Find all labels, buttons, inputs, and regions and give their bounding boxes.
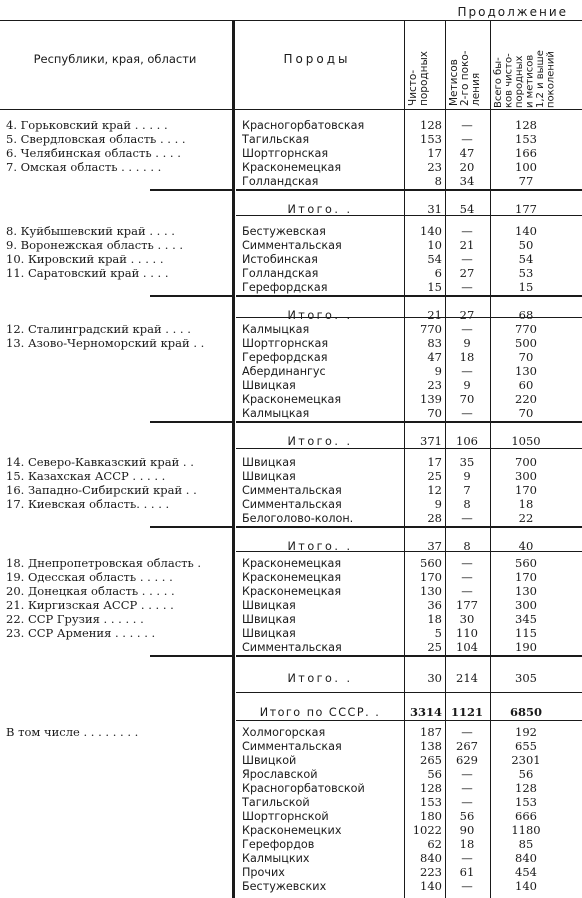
breed-cell: Симментальская (242, 498, 342, 511)
purebred-cell: 70 (427, 406, 442, 420)
purebred-cell: 223 (420, 865, 442, 879)
breed-cell: Тагильской (242, 796, 310, 809)
purebred-cell: 128 (420, 781, 442, 795)
total-cell: 15 (518, 280, 534, 294)
table-row (0, 740, 582, 754)
total-cell: 666 (515, 809, 537, 823)
table-row (0, 161, 582, 175)
region-group-rule (150, 526, 232, 528)
group-rule (236, 295, 582, 297)
purebred-cell: 840 (420, 851, 442, 865)
breed-cell: Голландская (242, 175, 319, 188)
total-cell: 1180 (511, 823, 541, 837)
header-bottom-rule (0, 109, 582, 110)
purebred-cell: 265 (420, 753, 442, 767)
table-row (0, 407, 582, 421)
mixed-cell: — (461, 511, 473, 525)
mixed-cell: — (461, 556, 473, 570)
breed-cell: Итого. . (287, 203, 353, 216)
region-cell: 10. Кировский край . . . . . (6, 253, 164, 266)
region-cell: 15. Казахская АССР . . . . . (6, 470, 166, 483)
breed-cell: Ярославской (242, 768, 318, 781)
purebred-cell: 47 (427, 350, 442, 364)
purebred-cell: 56 (427, 767, 442, 781)
breed-cell: Итого. . (287, 672, 353, 685)
purebred-cell: 28 (427, 511, 442, 525)
total-cell: 560 (515, 556, 537, 570)
table-row (0, 281, 582, 295)
total-cell: 177 (515, 202, 537, 216)
total-cell: 192 (515, 725, 537, 739)
purebred-cell: 153 (420, 132, 442, 146)
mixed-cell: 90 (459, 823, 475, 837)
total-cell: 700 (515, 455, 537, 469)
region-group-rule (150, 655, 232, 657)
region-cell: 12. Сталинградский край . . . . (6, 323, 191, 336)
purebred-cell: 12 (427, 483, 442, 497)
mixed-cell: 110 (456, 626, 478, 640)
table-row (0, 627, 582, 641)
region-cell: 16. Западно-Сибирский край . . (6, 484, 197, 497)
table-row (0, 557, 582, 571)
breed-cell: Тагильская (242, 133, 310, 146)
total-cell: 500 (515, 336, 537, 350)
breed-cell: Красконемецкая (242, 557, 342, 570)
mixed-cell: 27 (459, 266, 475, 280)
subtotal-row (0, 540, 582, 554)
subtotal-row (0, 435, 582, 449)
table-row (0, 323, 582, 337)
mixed-cell: — (461, 252, 473, 266)
total-cell: 840 (515, 851, 537, 865)
mixed-cell: — (461, 795, 473, 809)
breed-cell: Швицкая (242, 456, 296, 469)
table-row (0, 147, 582, 161)
table-row (0, 393, 582, 407)
group-rule (236, 655, 582, 657)
mixed-cell: 177 (456, 598, 478, 612)
breed-cell: Швицкая (242, 627, 296, 640)
mixed-cell: 106 (456, 434, 478, 448)
mixed-cell: 70 (459, 392, 475, 406)
group-rule (236, 421, 582, 423)
total-cell: 53 (518, 266, 534, 280)
purebred-cell: 187 (420, 725, 442, 739)
purebred-cell: 15 (427, 280, 442, 294)
region-group-rule (150, 421, 232, 423)
table-row (0, 754, 582, 768)
breed-cell: Красконемецкая (242, 393, 342, 406)
region-cell: 23. ССР Армения . . . . . . (6, 627, 156, 640)
breed-cell: Симментальская (242, 641, 342, 654)
purebred-cell: 9 (434, 497, 442, 511)
purebred-cell: 5 (434, 626, 442, 640)
group-rule (236, 720, 582, 721)
mixed-cell: 18 (459, 837, 475, 851)
table-row (0, 365, 582, 379)
breed-cell: Красконемецкая (242, 161, 342, 174)
table-row (0, 599, 582, 613)
purebred-cell: 140 (420, 224, 442, 238)
breed-cell: Герефордов (242, 838, 315, 851)
purebred-cell: 25 (427, 640, 442, 654)
total-cell: 56 (518, 767, 534, 781)
purebred-cell: 36 (427, 598, 442, 612)
total-cell: 54 (518, 252, 534, 266)
purebred-cell: 153 (420, 795, 442, 809)
purebred-cell: 10 (427, 238, 442, 252)
purebred-cell: 23 (427, 160, 442, 174)
total-cell: 170 (515, 483, 537, 497)
mixed-cell: 214 (456, 671, 478, 685)
header-region: Республики, края, области (33, 52, 197, 66)
region-cell: 14. Северо-Кавказский край . . (6, 456, 194, 469)
breed-cell: Герефордская (242, 351, 328, 364)
table-row (0, 512, 582, 526)
purebred-cell: 21 (427, 308, 442, 322)
breed-cell: Бестужевских (242, 880, 327, 893)
breed-cell: Бестужевская (242, 225, 326, 238)
group-rule (236, 692, 582, 693)
group-rule (236, 189, 582, 191)
breed-cell: Швицкой (242, 754, 297, 767)
mixed-cell: 104 (456, 640, 478, 654)
purebred-cell: 1022 (412, 823, 442, 837)
total-cell: 1050 (511, 434, 541, 448)
mixed-cell: — (461, 132, 473, 146)
purebred-cell: 560 (420, 556, 442, 570)
total-cell: 6850 (509, 705, 542, 719)
purebred-cell: 25 (427, 469, 442, 483)
table-row (0, 456, 582, 470)
breed-cell: Истобинская (242, 253, 318, 266)
mixed-cell: 8 (463, 539, 471, 553)
mixed-cell: 34 (459, 174, 475, 188)
breed-cell: Красконемецкая (242, 585, 342, 598)
purebred-cell: 9 (434, 364, 442, 378)
purebred-cell: 6 (434, 266, 442, 280)
table-row (0, 810, 582, 824)
total-cell: 40 (518, 539, 534, 553)
table-row (0, 796, 582, 810)
breed-cell: Калмыцких (242, 852, 310, 865)
purebred-cell: 770 (420, 322, 442, 336)
table-row (0, 838, 582, 852)
breed-cell: Белоголово-колон. (242, 512, 354, 525)
total-cell: 770 (515, 322, 537, 336)
breed-cell: Итого. . (287, 309, 353, 322)
purebred-cell: 31 (427, 202, 442, 216)
mixed-cell: — (461, 584, 473, 598)
purebred-cell: 17 (427, 146, 442, 160)
group-rule (236, 526, 582, 528)
mixed-cell: — (461, 767, 473, 781)
breed-cell: Симментальская (242, 239, 342, 252)
region-cell: 21. Киргизская АССР . . . . . (6, 599, 174, 612)
breed-cell: Красногорбатовская (242, 119, 365, 132)
breed-cell: Герефордская (242, 281, 328, 294)
total-cell: 153 (515, 795, 537, 809)
region-cell: 18. Днепропетровская область . (6, 557, 202, 570)
subtotal-row (0, 672, 582, 686)
total-cell: 100 (515, 160, 537, 174)
subtotal-row (0, 309, 582, 323)
mixed-cell: 20 (459, 160, 475, 174)
table-row (0, 175, 582, 189)
header-total: Всего бы- ков чисто- породных и метисов 1,2 и выше поколений (493, 50, 557, 108)
mixed-cell: 7 (463, 483, 471, 497)
region-cell: 20. Донецкая область . . . . . (6, 585, 175, 598)
total-cell: 655 (515, 739, 537, 753)
total-cell: 153 (515, 132, 537, 146)
table-row (0, 337, 582, 351)
mixed-cell: 8 (463, 497, 471, 511)
mixed-cell: — (461, 879, 473, 893)
table-row (0, 379, 582, 393)
purebred-cell: 170 (420, 570, 442, 584)
mixed-cell: — (461, 280, 473, 294)
total-cell: 128 (515, 781, 537, 795)
mixed-cell: 1121 (450, 705, 483, 719)
mixed-cell: 30 (459, 612, 475, 626)
purebred-cell: 37 (427, 539, 442, 553)
total-cell: 190 (515, 640, 537, 654)
region-cell: 22. ССР Грузия . . . . . . (6, 613, 144, 626)
purebred-cell: 140 (420, 879, 442, 893)
total-cell: 130 (515, 364, 537, 378)
breed-cell: Прочих (242, 866, 285, 879)
purebred-cell: 180 (420, 809, 442, 823)
total-cell: 345 (515, 612, 537, 626)
purebred-cell: 139 (420, 392, 442, 406)
mixed-cell: 9 (463, 469, 471, 483)
mixed-cell: 9 (463, 378, 471, 392)
region-cell: 6. Челябинская область . . . . (6, 147, 181, 160)
total-cell: 2301 (511, 753, 541, 767)
table-row (0, 351, 582, 365)
purebred-cell: 30 (427, 671, 442, 685)
table-row (0, 253, 582, 267)
breed-cell: Симментальская (242, 740, 342, 753)
total-cell: 70 (518, 350, 534, 364)
table-row (0, 880, 582, 894)
region-cell: 9. Воронежская область . . . . (6, 239, 184, 252)
header-mixed: Метисов 2-го поко- ления (448, 50, 482, 106)
purebred-cell: 17 (427, 455, 442, 469)
purebred-cell: 83 (427, 336, 442, 350)
total-cell: 22 (518, 511, 534, 525)
table-row (0, 866, 582, 880)
mixed-cell: — (461, 570, 473, 584)
purebred-cell: 23 (427, 378, 442, 392)
breed-cell: Красногорбатовской (242, 782, 365, 795)
region-cell: 19. Одесская область . . . . . (6, 571, 173, 584)
total-cell: 170 (515, 570, 537, 584)
table-row (0, 119, 582, 133)
table-row (0, 239, 582, 253)
total-cell: 115 (515, 626, 537, 640)
purebred-cell: 130 (420, 584, 442, 598)
mixed-cell: 61 (459, 865, 475, 879)
table-row (0, 225, 582, 239)
region-cell: 4. Горьковский край . . . . . (6, 119, 168, 132)
table-row (0, 498, 582, 512)
region-cell: 5. Свердловская область . . . . (6, 133, 186, 146)
breed-cell: Красконемецкая (242, 571, 342, 584)
total-cell: 300 (515, 469, 537, 483)
total-cell: 220 (515, 392, 537, 406)
breed-cell: Итого по СССР. . (259, 706, 381, 719)
mixed-cell: — (461, 725, 473, 739)
total-cell: 140 (515, 879, 537, 893)
breed-cell: Швицкая (242, 599, 296, 612)
region-cell: 7. Омская область . . . . . . (6, 161, 162, 174)
purebred-cell: 62 (427, 837, 442, 851)
table-row (0, 641, 582, 655)
mixed-cell: — (461, 781, 473, 795)
region-cell: В том числе . . . . . . . . (6, 726, 139, 739)
mixed-cell: — (461, 322, 473, 336)
purebred-cell: 128 (420, 118, 442, 132)
region-cell: 11. Саратовский край . . . . (6, 267, 169, 280)
table-row (0, 824, 582, 838)
total-cell: 68 (518, 308, 534, 322)
mixed-cell: 35 (459, 455, 475, 469)
total-cell: 454 (515, 865, 537, 879)
breed-cell: Шортгорнская (242, 337, 329, 350)
mixed-cell: 27 (459, 308, 475, 322)
table-row (0, 133, 582, 147)
mixed-cell: 267 (456, 739, 478, 753)
mixed-cell: 9 (463, 336, 471, 350)
table-row (0, 585, 582, 599)
table-row (0, 782, 582, 796)
breed-cell: Швицкая (242, 613, 296, 626)
breed-cell: Калмыцкая (242, 407, 310, 420)
total-cell: 85 (518, 837, 534, 851)
breed-cell: Швицкая (242, 379, 296, 392)
table-row (0, 852, 582, 866)
breed-cell: Калмыцкая (242, 323, 310, 336)
region-cell: 8. Куйбышевский край . . . . (6, 225, 175, 238)
total-cell: 300 (515, 598, 537, 612)
breed-cell: Симментальская (242, 484, 342, 497)
mixed-cell: — (461, 224, 473, 238)
mixed-cell: 21 (459, 238, 475, 252)
total-cell: 130 (515, 584, 537, 598)
mixed-cell: — (461, 406, 473, 420)
purebred-cell: 371 (420, 434, 442, 448)
table-row (0, 470, 582, 484)
mixed-cell: 54 (459, 202, 475, 216)
mixed-cell: 629 (456, 753, 478, 767)
breed-cell: Холмогорская (242, 726, 326, 739)
breed-cell: Голландская (242, 267, 319, 280)
total-cell: 128 (515, 118, 537, 132)
continuation-label: Продолжение (457, 5, 568, 19)
total-cell: 140 (515, 224, 537, 238)
purebred-cell: 54 (427, 252, 442, 266)
purebred-cell: 3314 (409, 705, 442, 719)
purebred-cell: 18 (427, 612, 442, 626)
breed-cell: Красконемецких (242, 824, 342, 837)
breed-cell: Итого. . (287, 435, 353, 448)
table-row (0, 267, 582, 281)
breed-cell: Шортгорнская (242, 147, 329, 160)
total-cell: 60 (518, 378, 534, 392)
mixed-cell: 56 (459, 809, 475, 823)
total-cell: 166 (515, 146, 537, 160)
total-cell: 77 (518, 174, 534, 188)
total-cell: 305 (515, 671, 537, 685)
mixed-cell: — (461, 364, 473, 378)
breed-cell: Абердинангус (242, 365, 326, 378)
mixed-cell: 47 (459, 146, 475, 160)
mixed-cell: — (461, 851, 473, 865)
mixed-cell: — (461, 118, 473, 132)
purebred-cell: 8 (434, 174, 442, 188)
header-top-rule (0, 20, 582, 21)
total-cell: 18 (518, 497, 534, 511)
region-group-rule (150, 295, 232, 297)
grand-total-row (0, 706, 582, 720)
purebred-cell: 138 (420, 739, 442, 753)
table-row (0, 484, 582, 498)
table-row (0, 571, 582, 585)
subtotal-row (0, 203, 582, 217)
total-cell: 70 (518, 406, 534, 420)
region-cell: 13. Азово-Черноморский край . . (6, 337, 205, 350)
table-row (0, 768, 582, 782)
breed-cell: Швицкая (242, 470, 296, 483)
region-group-rule (150, 189, 232, 191)
header-purebred: Чисто- породных (407, 50, 430, 106)
table-row (0, 726, 582, 740)
breed-cell: Итого. . (287, 540, 353, 553)
region-cell: 17. Киевская область. . . . . (6, 498, 170, 511)
header-breed: Породы (283, 52, 351, 66)
total-cell: 50 (518, 238, 534, 252)
table-row (0, 613, 582, 627)
mixed-cell: 18 (459, 350, 475, 364)
breed-cell: Шортгорнской (242, 810, 329, 823)
